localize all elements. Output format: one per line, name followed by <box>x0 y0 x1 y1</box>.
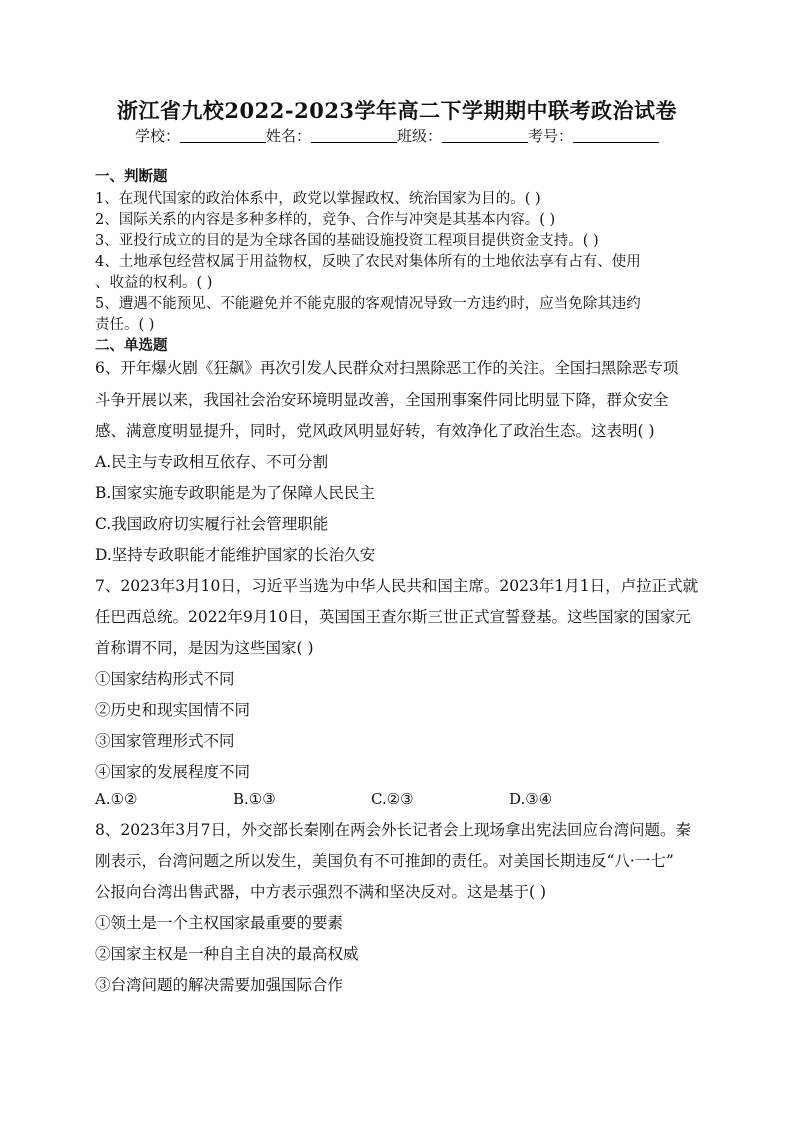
section-heading-judgment: 一、判断题 <box>95 168 168 185</box>
judgment-item: 1、在现代国家的政治体系中，政党以掌握政权、统治国家为目的。( ) <box>95 191 541 207</box>
name-blank[interactable] <box>311 126 397 143</box>
q8-stem-line: 公报向台湾出售武器，中方表示强烈不满和坚决反对。这是基于( ) <box>95 883 547 901</box>
q8-stem-line: 刚表示，台湾问题之所以发生，美国负有不可推卸的责任。对美国长期违反“八·一七” <box>95 852 674 870</box>
q8-statement: ①领土是一个主权国家最重要的要素 <box>95 914 344 932</box>
q7-stem-line: 任巴西总统。2022年9月10日，英国国王查尔斯三世正式宣誓登基。这些国家的国家元 <box>95 608 692 626</box>
q7-option-b[interactable]: B.①③ <box>233 790 276 808</box>
q7-option-d[interactable]: D.③④ <box>509 790 553 808</box>
school-blank[interactable] <box>180 126 266 143</box>
name-label: 姓名： <box>265 127 311 145</box>
exam-title: 浙江省九校2022-2023学年高二下学期期中联考政治试卷 <box>116 98 678 123</box>
judgment-item-continued: 责任。( ) <box>95 317 155 333</box>
q7-stem-line: 首称谓不同，是因为这些国家( ) <box>95 639 314 657</box>
number-blank[interactable] <box>573 126 659 143</box>
q8-stem-line: 8、2023年3月7日，外交部长秦刚在两会外长记者会上现场拿出宪法回应台湾问题。秦 <box>95 821 692 839</box>
q7-options-row <box>95 790 715 812</box>
q7-option-a[interactable]: A.①② <box>95 790 138 808</box>
q6-stem-line: 斗争开展以来，我国社会治安环境明显改善，全国刑事案件同比明显下降，群众安全 <box>95 391 669 409</box>
judgment-item: 3、亚投行成立的目的是为全球各国的基础设施投资工程项目提供资金支持。( ) <box>95 233 599 249</box>
q8-statement: ③台湾问题的解决需要加强国际合作 <box>95 976 344 994</box>
class-label: 班级： <box>397 127 443 145</box>
student-info-row <box>0 125 794 146</box>
judgment-item: 2、国际关系的内容是多种多样的，竞争、合作与冲突是其基本内容。( ) <box>95 212 556 228</box>
judgment-item: 4、土地承包经营权属于用益物权，反映了农民对集体所有的土地依法享有占有、使用 <box>95 254 641 270</box>
school-label: 学校： <box>134 127 180 145</box>
q6-option-c[interactable]: C.我国政府切实履行社会管理职能 <box>95 515 329 533</box>
q7-statement: ④国家的发展程度不同 <box>95 763 251 781</box>
q7-option-c[interactable]: C.②③ <box>371 790 414 808</box>
q6-option-a[interactable]: A.民主与专政相互依存、不可分割 <box>95 453 329 471</box>
q7-statement: ①国家结构形式不同 <box>95 670 235 688</box>
q6-option-b[interactable]: B.国家实施专政职能是为了保障人民民主 <box>95 484 375 502</box>
q6-option-d[interactable]: D.坚持专政职能才能维护国家的长治久安 <box>95 546 376 564</box>
judgment-item: 5、遭遇不能预见、不能避免并不能克服的客观情况导致一方违约时，应当免除其违约 <box>95 296 641 312</box>
section-heading-single-choice: 二、单选题 <box>95 337 168 354</box>
q6-stem-line: 感、满意度明显提升，同时，党风政风明显好转，有效净化了政治生态。这表明( ) <box>95 422 655 440</box>
q6-stem-line: 6、开年爆火剧《狂飙》再次引发人民群众对扫黑除恶工作的关注。全国扫黑除恶专项 <box>95 359 679 377</box>
class-blank[interactable] <box>442 126 528 143</box>
q7-statement: ③国家管理形式不同 <box>95 732 235 750</box>
judgment-item-continued: 、收益的权利。( ) <box>95 275 213 291</box>
q7-statement: ②历史和现实国情不同 <box>95 701 251 719</box>
q7-stem-line: 7、2023年3月10日，习近平当选为中华人民共和国主席。2023年1月1日，卢拉正式就 <box>95 577 699 595</box>
number-label: 考号： <box>528 127 574 145</box>
q8-statement: ②国家主权是一种自主自决的最高权威 <box>95 945 359 963</box>
